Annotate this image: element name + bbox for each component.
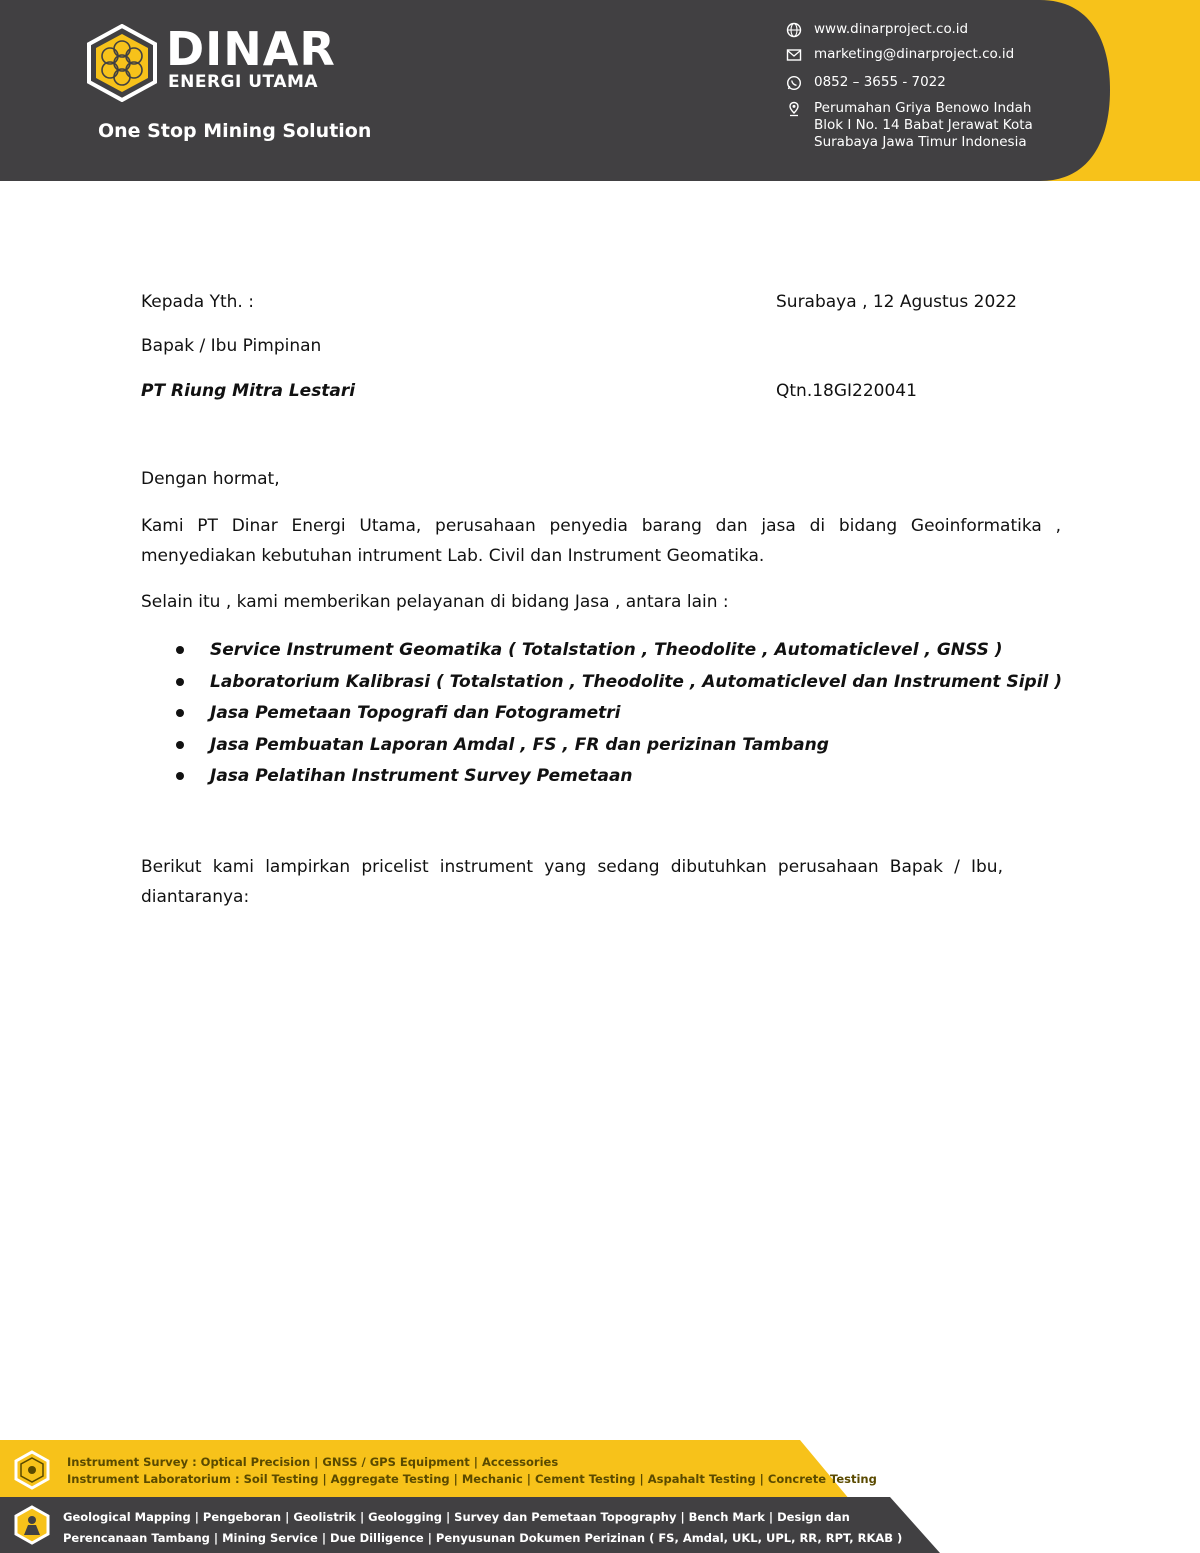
hexagon-logo-icon <box>86 24 158 102</box>
list-item <box>172 731 1062 763</box>
globe-icon <box>786 22 802 38</box>
list-item <box>172 762 1062 794</box>
reference-number: Qtn.18GI220041 <box>776 381 917 401</box>
service-item-4: Jasa Pembuatan Laporan Amdal , FS , FR dan perizinan Tambang <box>210 734 829 755</box>
letterhead-header <box>0 0 1200 181</box>
bullet-icon <box>176 772 184 780</box>
address-line-1: Perumahan Griya Benowo Indah <box>814 100 1032 116</box>
location-pin-icon <box>786 101 802 117</box>
footer-row2-line1: Geological Mapping | Pengeboran | Geolistrik | Geologging | Survey dan Pemetaan Topography | Bench Mark | Design dan <box>63 1510 850 1524</box>
list-item <box>172 699 1062 731</box>
phone-number[interactable]: 0852 – 3655 - 7022 <box>814 74 946 90</box>
website-link[interactable]: www.dinarproject.co.id <box>814 21 969 37</box>
address-line-3: Surabaya Jawa Timur Indonesia <box>814 134 1027 150</box>
email-link[interactable]: marketing@dinarproject.co.id <box>814 46 1015 62</box>
bullet-icon <box>176 709 184 717</box>
intro-paragraph: Kami PT Dinar Energi Utama, perusahaan penyedia barang dan jasa di bidang Geoinformatika , menyediakan kebutuhan intrument Lab. Civil dan Instrument Geomatika. <box>141 516 1061 566</box>
to-label: Kepada Yth. : <box>141 292 254 312</box>
footer-row1-line1: Instrument Survey : Optical Precision | GNSS / GPS Equipment | Accessories <box>67 1455 559 1469</box>
tagline: One Stop Mining Solution <box>98 120 372 142</box>
bullet-icon <box>176 678 184 686</box>
footer-yellow-band <box>0 1440 850 1500</box>
services-intro: Selain itu , kami memberikan pelayanan di bidang Jasa , antara lain : <box>141 592 729 612</box>
services-list <box>172 636 1062 794</box>
service-item-5: Jasa Pelatihan Instrument Survey Pemetaan <box>210 766 633 786</box>
address-line-2: Blok I No. 14 Babat Jerawat Kota <box>814 117 1033 133</box>
closing-paragraph: Berikut kami lampirkan pricelist instrument yang sedang dibutuhkan perusahaan Bapak / Ibu, diantaranya: <box>141 857 1003 907</box>
recipient-title: Bapak / Ibu Pimpinan <box>141 336 322 356</box>
brand-name: DINAR <box>166 22 336 76</box>
bullet-icon <box>176 646 184 654</box>
instrument-badge-icon <box>14 1450 50 1490</box>
list-item <box>172 668 1062 700</box>
service-item-1: Service Instrument Geomatika ( Totalstation , Theodolite , Automaticlevel , GNSS ) <box>210 640 1003 660</box>
footer-row1-line2: Instrument Laboratorium : Soil Testing | Aggregate Testing | Mechanic | Cement Testing | Aspahalt Testing | Concrete Testing <box>67 1472 877 1486</box>
bullet-icon <box>176 741 184 749</box>
service-item-3: Jasa Pemetaan Topografi dan Fotogrametri <box>210 703 621 723</box>
brand-subtitle: ENERGI UTAMA <box>168 72 319 92</box>
list-item <box>172 636 1062 668</box>
greeting: Dengan hormat, <box>141 469 280 489</box>
recipient-company: PT Riung Mitra Lestari <box>141 381 356 401</box>
place-date: Surabaya , 12 Agustus 2022 <box>776 292 1017 312</box>
mining-badge-icon <box>14 1505 50 1545</box>
mail-icon <box>786 47 802 63</box>
whatsapp-icon <box>786 75 802 91</box>
footer-row2-line2: Perencanaan Tambang | Mining Service | Due Dilligence | Penyusunan Dokumen Perizinan ( FS, Amdal, UKL, UPL, RR, RPT, RKAB ) <box>63 1531 903 1545</box>
service-item-2: Laboratorium Kalibrasi ( Totalstation , Theodolite , Automaticlevel dan Instrument Sipil ) <box>210 671 1063 692</box>
